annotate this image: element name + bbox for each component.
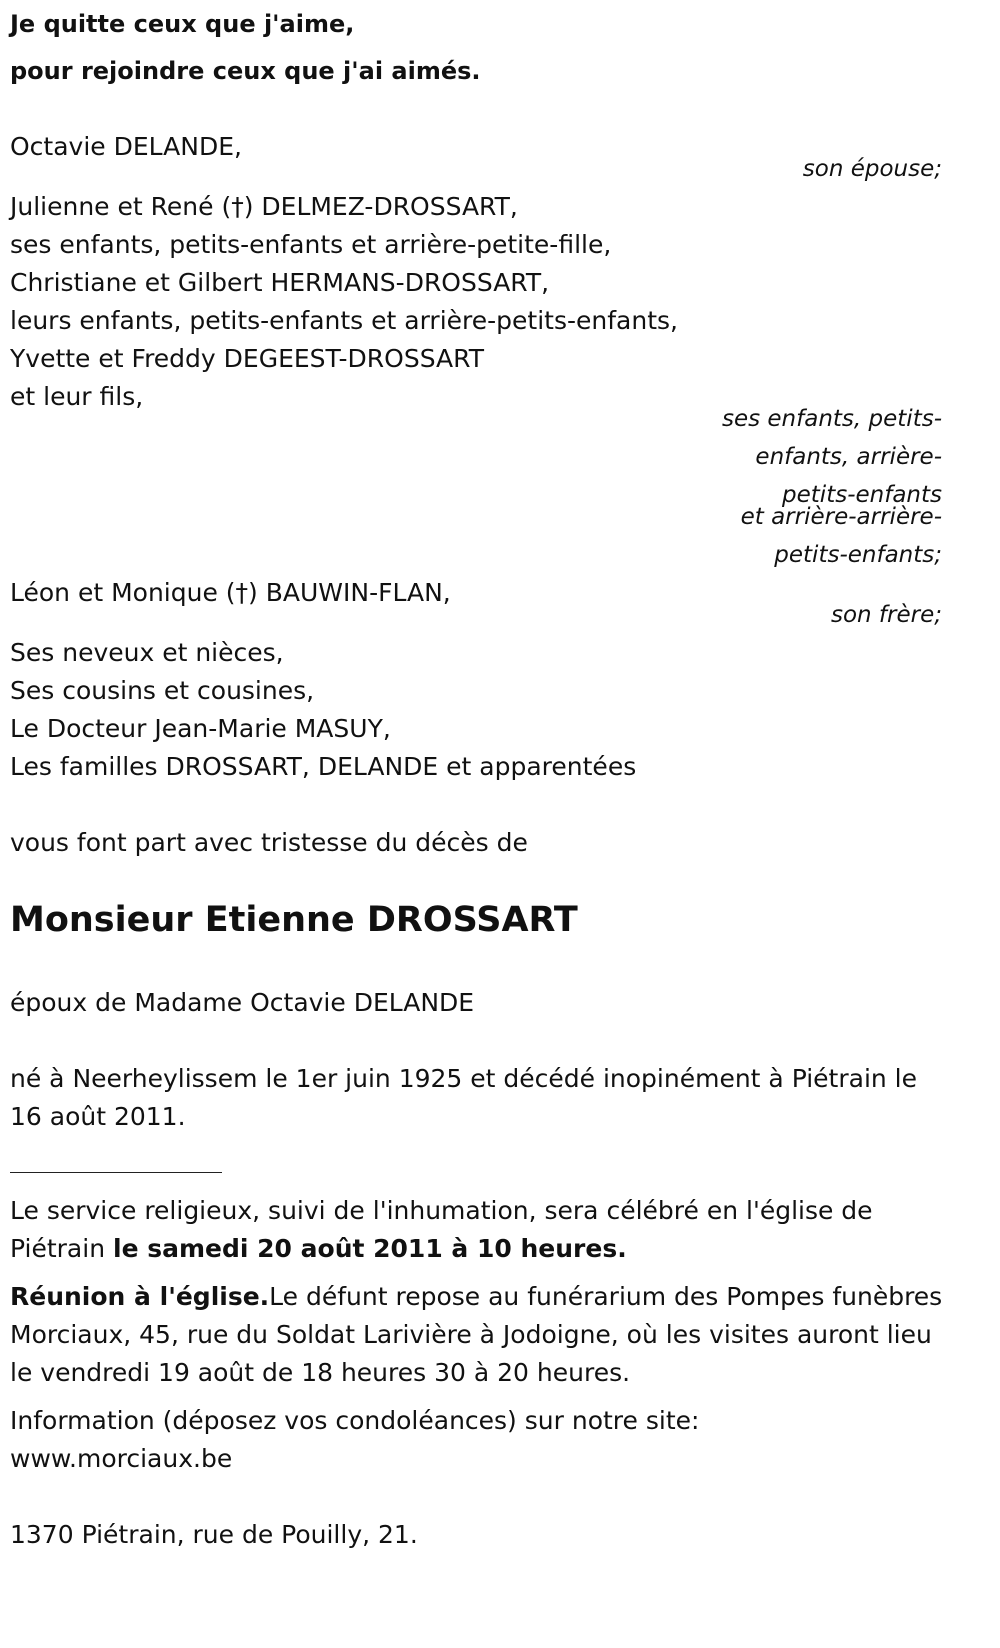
- children-relation-line: petits-enfants: [782, 482, 942, 508]
- children-line: leurs enfants, petits-enfants et arrière-petits-enfants,: [10, 306, 678, 335]
- service-place: Piétrain: [10, 1234, 113, 1263]
- children-line: Yvette et Freddy DEGEEST-DROSSART: [10, 344, 484, 373]
- children-relation-line: enfants, arrière-: [755, 444, 942, 470]
- motto-line-1: Je quitte ceux que j'aime,: [10, 10, 355, 38]
- service-line-2: [10, 1230, 627, 1268]
- meeting-line-1: [10, 1278, 942, 1316]
- children-relation-line: et arrière-arrière-: [740, 504, 942, 530]
- birth-death-line-2: 16 août 2011.: [10, 1102, 186, 1131]
- other-relatives-line: Les familles DROSSART, DELANDE et apparentées: [10, 752, 637, 781]
- brother-relation: son frère;: [830, 602, 942, 628]
- other-relatives-line: Le Docteur Jean-Marie MASUY,: [10, 714, 391, 743]
- spouse-name: Octavie DELANDE,: [10, 132, 242, 161]
- children-relation-line: petits-enfants;: [774, 542, 942, 568]
- meeting-line-3: le vendredi 19 août de 18 heures 30 à 20 heures.: [10, 1358, 631, 1387]
- address-line: 1370 Piétrain, rue de Pouilly, 21.: [10, 1520, 418, 1549]
- spouse-of-text: époux de Madame Octavie DELANDE: [10, 988, 475, 1017]
- other-relatives-line: Ses neveux et nièces,: [10, 638, 284, 667]
- children-line: et leur fils,: [10, 382, 144, 411]
- children-relation-line: ses enfants, petits-: [721, 406, 942, 432]
- section-divider: [10, 1172, 222, 1173]
- meeting-line-2: Morciaux, 45, rue du Soldat Larivière à Jodoigne, où les visites auront lieu: [10, 1320, 932, 1349]
- service-line-1: Le service religieux, suivi de l'inhumation, sera célébré en l'église de: [10, 1196, 873, 1225]
- children-line: Christiane et Gilbert HERMANS-DROSSART,: [10, 268, 550, 297]
- children-line: ses enfants, petits-enfants et arrière-petite-fille,: [10, 230, 612, 259]
- meeting-heading: Réunion à l'église.: [10, 1282, 270, 1311]
- info-line: Information (déposez vos condoléances) sur notre site:: [10, 1406, 700, 1435]
- meeting-text: Le défunt repose au funérarium des Pompes funèbres: [269, 1282, 943, 1311]
- announcement-text: vous font part avec tristesse du décès de: [10, 828, 528, 857]
- birth-death-line-1: né à Neerheylissem le 1er juin 1925 et décédé inopinément à Piétrain le: [10, 1064, 918, 1093]
- motto-line-2: pour rejoindre ceux que j'ai aimés.: [10, 57, 481, 85]
- brother-name: Léon et Monique (†) BAUWIN-FLAN,: [10, 578, 451, 607]
- spouse-relation: son épouse;: [802, 156, 942, 182]
- other-relatives-line: Ses cousins et cousines,: [10, 676, 315, 705]
- deceased-name: Monsieur Etienne DROSSART: [10, 900, 578, 940]
- service-date: le samedi 20 août 2011 à 10 heures.: [113, 1234, 627, 1263]
- website-link[interactable]: www.morciaux.be: [10, 1444, 233, 1473]
- children-line: Julienne et René (†) DELMEZ-DROSSART,: [10, 192, 518, 221]
